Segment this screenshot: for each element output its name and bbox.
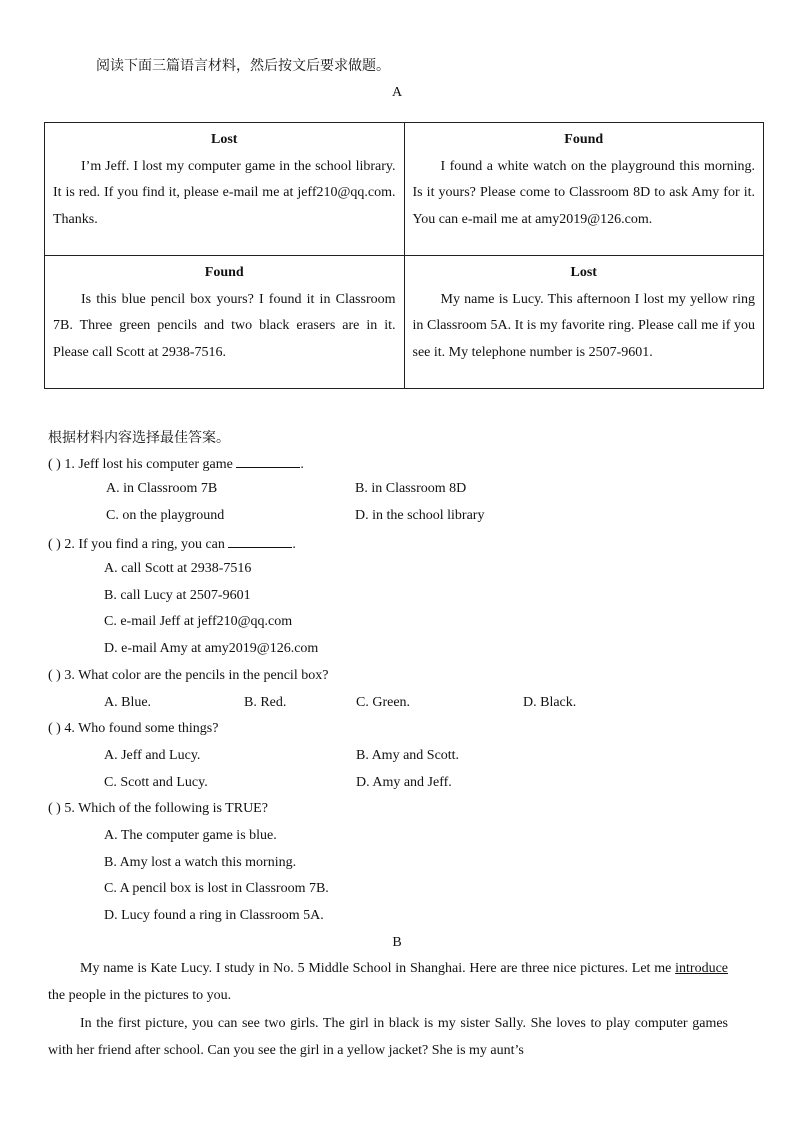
option-c: C. Scott and Lucy. bbox=[104, 775, 208, 790]
option-b: B. Amy and Scott. bbox=[356, 748, 460, 763]
option-a: A. Blue. bbox=[104, 695, 152, 710]
option-a: A. The computer game is blue. bbox=[104, 828, 277, 843]
paragraph-text: My name is Kate Lucy. I study in No. 5 Middle School in Shanghai. Here are three nice pictures. Let me bbox=[80, 961, 676, 976]
question-5 bbox=[48, 801, 268, 817]
option-b: B. call Lucy at 2507-9601 bbox=[104, 588, 251, 603]
question-stem: 2. If you find a ring, you can bbox=[64, 537, 225, 552]
notice-heading: Lost bbox=[570, 265, 597, 280]
task-instruction: 根据材料内容选择最佳答案。 bbox=[48, 430, 230, 446]
question-stem: 3. What color are the pencils in the pencil box? bbox=[64, 668, 329, 683]
answer-blank bbox=[228, 535, 292, 548]
option-a: A. Jeff and Lucy. bbox=[104, 748, 201, 763]
option-d: D. in the school library bbox=[355, 508, 485, 523]
paragraph-text: the people in the pictures to you. bbox=[48, 988, 232, 1003]
option-d: D. e-mail Amy at amy2019@126.com bbox=[104, 641, 319, 656]
option-d: D. Lucy found a ring in Classroom 5A. bbox=[104, 908, 324, 923]
notice-body: My name is Lucy. This afternoon I lost my yellow ring in Classroom 5A. It is my favorite ring. Please call me if you see it. My telephone number is 2507-9601. bbox=[412, 291, 755, 360]
section-a-title: A bbox=[391, 85, 403, 100]
notice-found-watch bbox=[404, 123, 764, 256]
passage-b-paragraph-1 bbox=[48, 955, 728, 1009]
option-a: A. in Classroom 7B bbox=[106, 481, 218, 496]
notice-body: I’m Jeff. I lost my computer game in the school library. It is red. If you find it, please e-mail me at jeff210@qq.com. Thanks. bbox=[53, 158, 396, 227]
answer-bracket[interactable]: ( ) bbox=[48, 721, 61, 736]
passage-b-paragraph-2: In the first picture, you can see two girls. The girl in black is my sister Sally. She loves to play computer games with her friend after school. Can you see the girl in a yellow jacket? She is my aunt’s bbox=[48, 1016, 728, 1058]
question-1: ( ) 1. Jeff lost his computer game . bbox=[48, 457, 304, 472]
question-stem: 4. Who found some things? bbox=[64, 721, 219, 736]
notice-body: I found a white watch on the playground this morning. Is it yours? Please come to Classroom 8D to ask Amy for it. You can e-mail me at amy2019@126.com. bbox=[412, 158, 755, 227]
answer-bracket[interactable]: ( ) bbox=[48, 457, 61, 472]
option-c: C. e-mail Jeff at jeff210@qq.com bbox=[104, 614, 293, 629]
question-stem: 5. Which of the following is TRUE? bbox=[64, 801, 268, 816]
option-b: B. Red. bbox=[244, 695, 287, 710]
answer-bracket[interactable]: ( ) bbox=[48, 668, 61, 683]
option-d: D. Black. bbox=[523, 695, 577, 710]
notice-heading: Lost bbox=[211, 132, 238, 147]
underlined-word: introduce bbox=[675, 961, 728, 976]
question-4 bbox=[48, 721, 218, 737]
option-c: C. on the playground bbox=[106, 508, 225, 523]
question-2: ( ) 2. If you find a ring, you can . bbox=[48, 537, 296, 552]
notice-body: Is this blue pencil box yours? I found it in Classroom 7B. Three green pencils and two black erasers are in it. Please call Scott at 2938-7516. bbox=[53, 291, 396, 360]
answer-blank bbox=[236, 455, 300, 468]
option-d: D. Amy and Jeff. bbox=[356, 775, 452, 790]
notice-heading: Found bbox=[564, 132, 604, 147]
notices-table bbox=[44, 122, 764, 389]
notice-lost-jeff bbox=[45, 123, 405, 256]
answer-bracket[interactable]: ( ) bbox=[48, 801, 61, 816]
section-b-title: B bbox=[392, 935, 402, 950]
table-row bbox=[45, 256, 764, 389]
table-row bbox=[45, 123, 764, 256]
notice-heading: Found bbox=[204, 265, 244, 280]
option-b: B. in Classroom 8D bbox=[355, 481, 467, 496]
option-a: A. call Scott at 2938-7516 bbox=[104, 561, 252, 576]
option-c: C. A pencil box is lost in Classroom 7B. bbox=[104, 881, 329, 896]
question-stem: 1. Jeff lost his computer game bbox=[64, 457, 233, 472]
instruction: 阅读下面三篇语言材料，然后按文后要求做题。 bbox=[96, 58, 390, 74]
question-3 bbox=[48, 668, 328, 684]
option-c: C. Green. bbox=[356, 695, 411, 710]
notice-lost-lucy bbox=[404, 256, 764, 389]
answer-bracket[interactable]: ( ) bbox=[48, 537, 61, 552]
notice-found-pencil-box bbox=[45, 256, 405, 389]
option-b: B. Amy lost a watch this morning. bbox=[104, 855, 297, 870]
